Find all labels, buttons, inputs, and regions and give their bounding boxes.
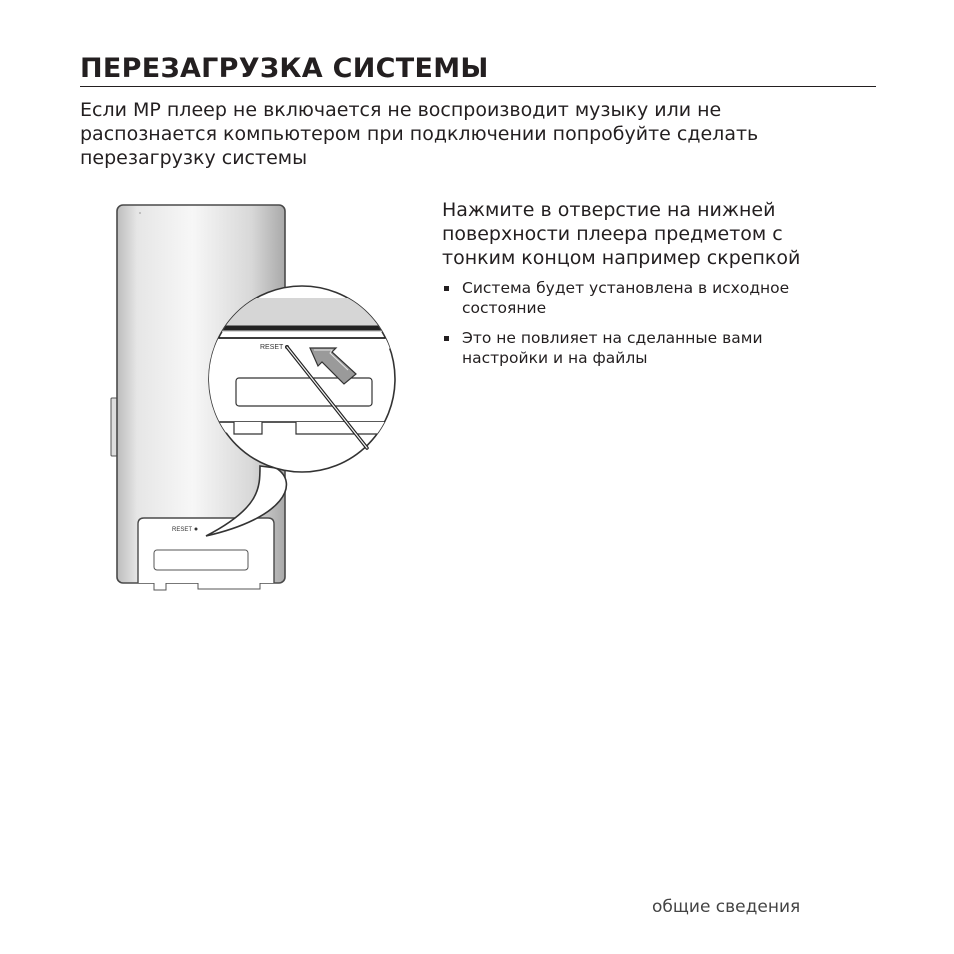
- intro-line: перезагрузку системы: [80, 147, 308, 169]
- page-title: ПЕРЕЗАГРУЗКА СИСТЕМЫ: [80, 53, 489, 84]
- instruction-line: поверхности плеера предметом с: [442, 223, 783, 245]
- note-line: Система будет установлена в исходное: [462, 279, 790, 297]
- list-item: [442, 278, 862, 318]
- reset-label-small: RESET: [172, 527, 193, 533]
- instruction-line: Нажмите в отверстие на нижней: [442, 199, 776, 221]
- notes-list: [442, 278, 862, 378]
- note-line: состояние: [462, 299, 547, 317]
- reset-hole-small: [195, 528, 198, 531]
- reset-illustration: [110, 198, 410, 598]
- note-line: настройки и на файлы: [462, 349, 648, 367]
- connector-slot: [154, 550, 248, 570]
- bullet-square-icon: [444, 336, 449, 341]
- list-item: [442, 328, 862, 368]
- side-button: [111, 398, 117, 456]
- bullet-square-icon: [444, 286, 449, 291]
- intro-paragraph: [80, 98, 870, 170]
- reset-label-zoom: RESET: [260, 344, 284, 351]
- instruction-text: [442, 198, 882, 270]
- title-divider: [80, 86, 876, 87]
- intro-line: Если MP плеер не включается не воспроизводит музыку или не: [80, 99, 722, 121]
- section-footer: общие сведения: [652, 897, 801, 917]
- note-line: Это не повлияет на сделанные вами: [462, 329, 763, 347]
- player-reset-drawing: [110, 198, 410, 598]
- instruction-line: тонким концом например скрепкой: [442, 247, 801, 269]
- intro-line: распознается компьютером при подключении попробуйте сделать: [80, 123, 759, 145]
